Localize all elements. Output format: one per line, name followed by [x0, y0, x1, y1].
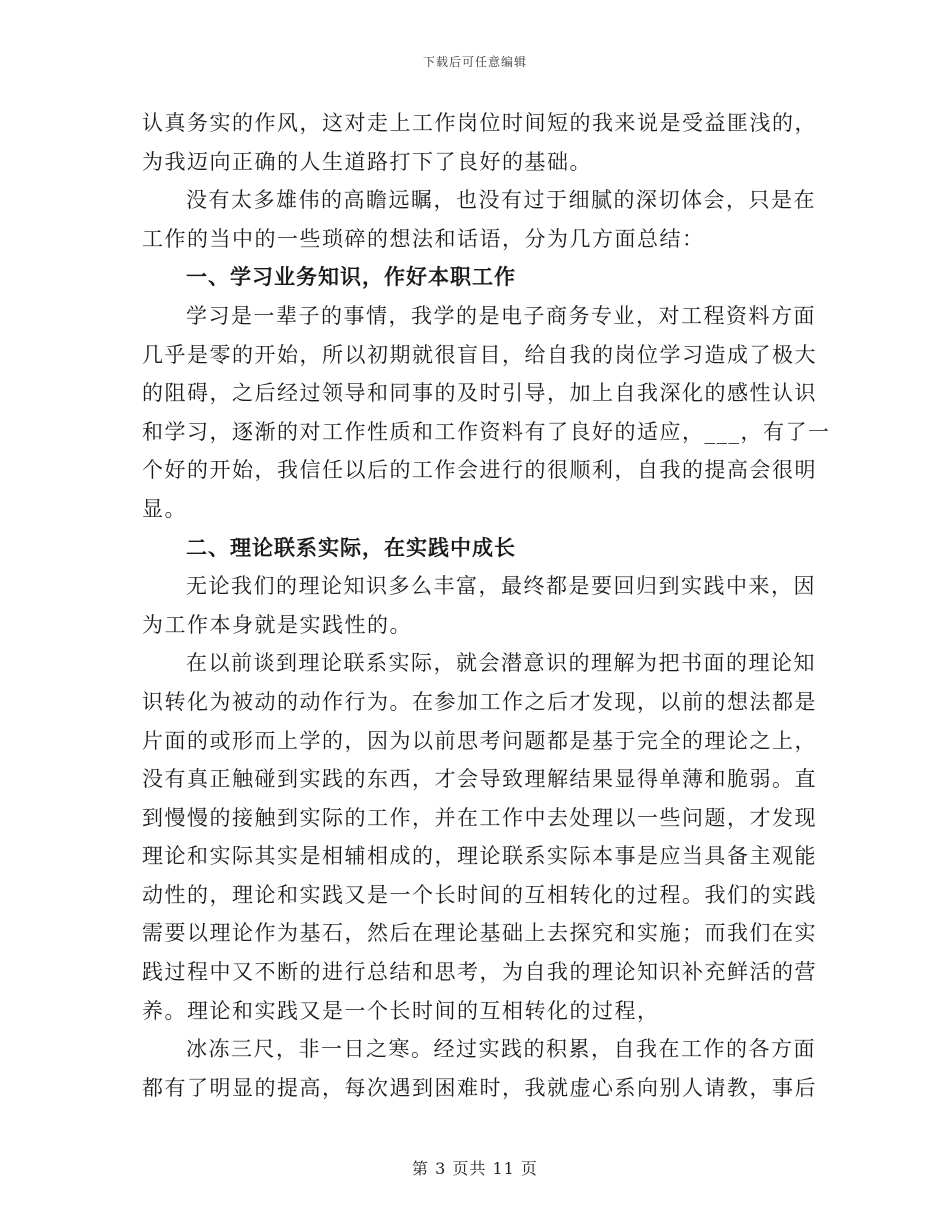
body-line: 养。理论和实践又是一个长时间的互相转化的过程， [142, 998, 660, 1023]
paragraph-start: 没有太多雄伟的高瞻远瞩，也没有过于细腻的深切体会，只是在 [186, 188, 816, 213]
body-line: 工作的当中的一些琐碎的想法和话语，分为几方面总结： [142, 226, 705, 251]
paragraph-start: 无论我们的理论知识多么丰富，最终都是要回归到实践中来，因 [186, 574, 816, 599]
body-line: 的阻碍，之后经过领导和同事的及时引导，加上自我深化的感性认识 [142, 381, 817, 406]
body-line: 为工作本身就是实践性的。 [142, 612, 412, 637]
section-heading-2: 二、理论联系实际，在实践中成长 [186, 535, 516, 560]
body-line: 为我迈向正确的人生道路打下了良好的基础。 [142, 149, 592, 174]
body-line: 识转化为被动的动作行为。在参加工作之后才发现，以前的想法都是 [142, 689, 817, 714]
body-line: 和学习，逐渐的对工作性质和工作资料有了良好的适应，___，有了一 [142, 419, 831, 444]
body-line: 几乎是零的开始，所以初期就很盲目，给自我的岗位学习造成了极大 [142, 342, 817, 367]
body-line: 片面的或形而上学的，因为以前思考问题都是基于完全的理论之上， [142, 728, 817, 753]
body-line: 动性的，理论和实践又是一个长时间的互相转化的过程。我们的实践 [142, 882, 817, 907]
body-line: 认真务实的作风，这对走上工作岗位时间短的我来说是受益匪浅的， [142, 111, 817, 135]
paragraph-start: 在以前谈到理论联系实际，就会潜意识的理解为把书面的理论知 [186, 651, 816, 676]
page-footer: 第 3 页共 11 页 [412, 1159, 538, 1178]
body-line: 需要以理论作为基石，然后在理论基础上去探究和实施；而我们在实 [142, 921, 817, 946]
paragraph-start: 冰冻三尺，非一日之寒。经过实践的积累，自我在工作的各方面 [186, 1037, 816, 1062]
body-line: 到慢慢的接触到实际的工作，并在工作中去处理以一些问题，才发现 [142, 805, 817, 830]
body-line: 显。 [142, 496, 187, 521]
paragraph-start: 学习是一辈子的事情，我学的是电子商务专业，对工程资料方面 [186, 303, 816, 328]
body-line: 理论和实际其实是相辅相成的，理论联系实际本事是应当具备主观能 [142, 844, 817, 869]
body-line: 都有了明显的提高，每次遇到困难时，我就虚心系向别人请教，事后 [142, 1075, 817, 1100]
body-line: 践过程中又不断的进行总结和思考，为自我的理论知识补充鲜活的营 [142, 960, 817, 985]
document-body [142, 104, 831, 1107]
page-header: 下载后可任意编辑 [422, 55, 527, 69]
body-line: 没有真正触碰到实践的东西，才会导致理解结果显得单薄和脆弱。直 [142, 767, 817, 792]
section-heading-1: 一、学习业务知识，作好本职工作 [186, 265, 516, 290]
body-line: 个好的开始，我信任以后的工作会进行的很顺利，自我的提高会很明 [142, 458, 817, 483]
